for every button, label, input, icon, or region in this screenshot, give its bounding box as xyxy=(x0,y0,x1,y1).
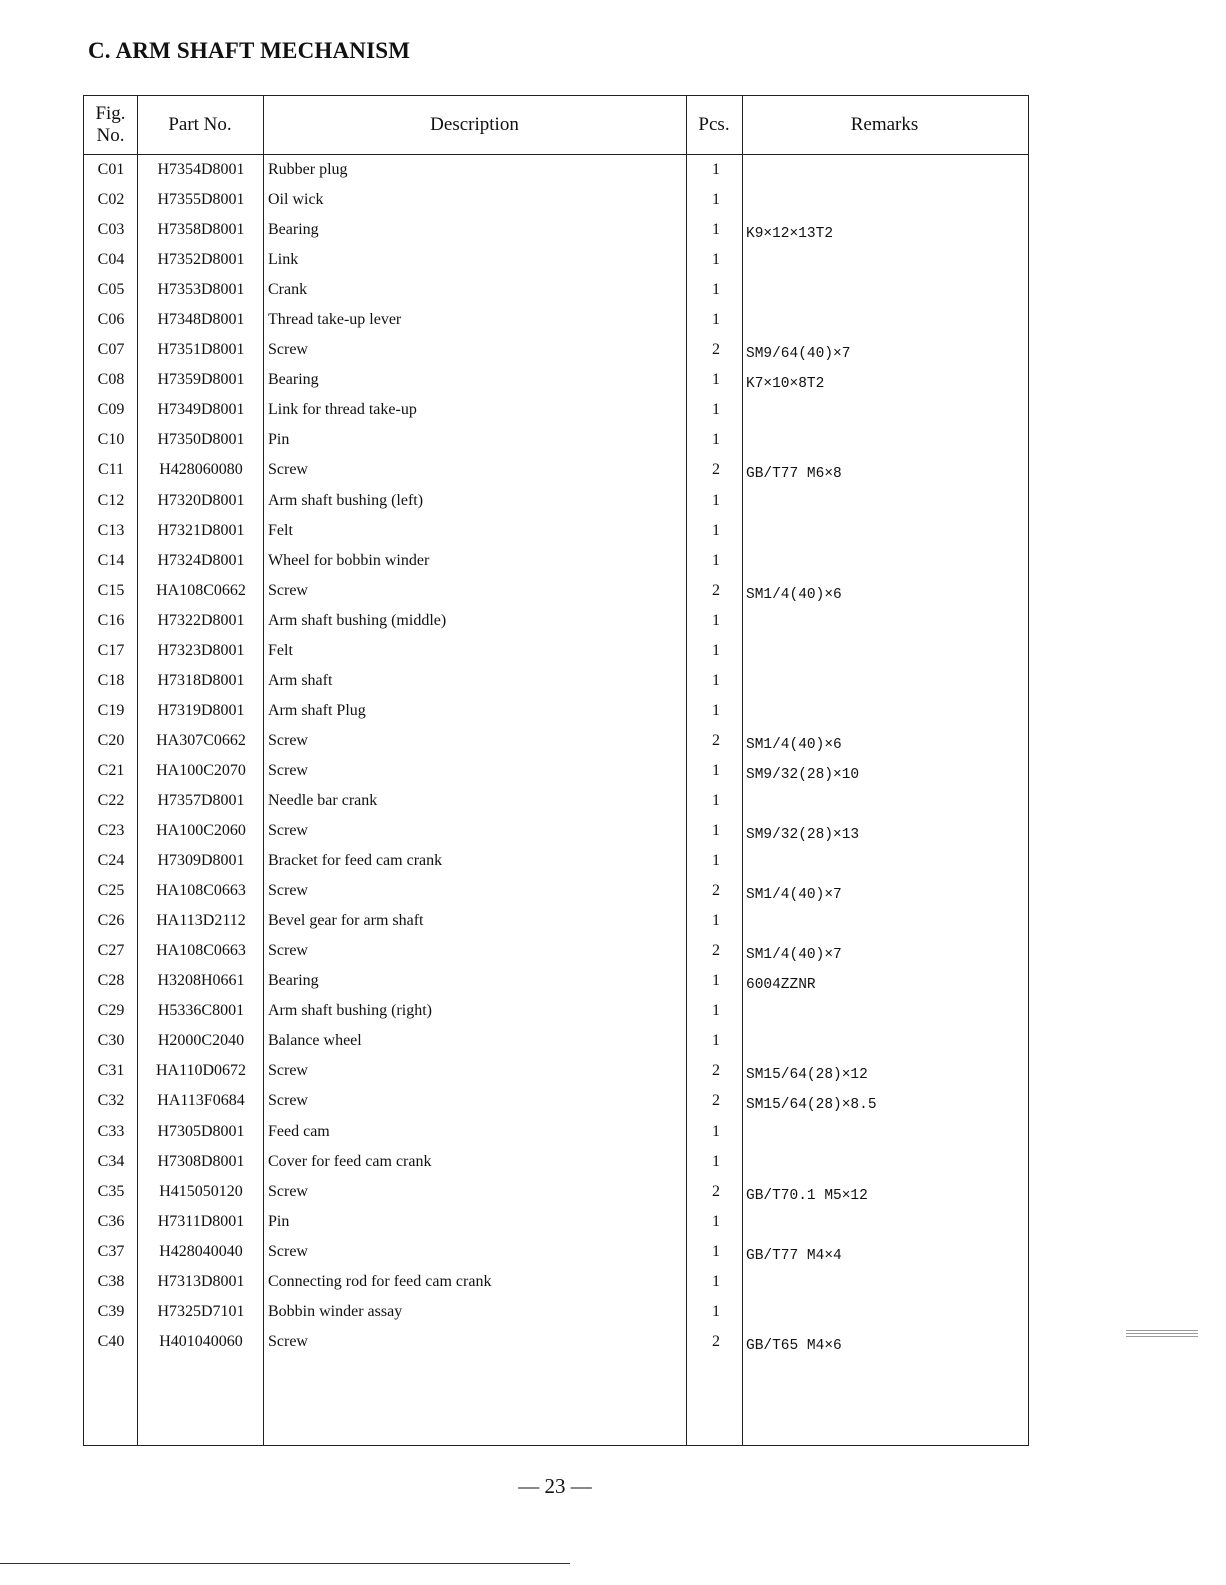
pcs-cell: 2 xyxy=(712,1062,720,1080)
fig-no-cell: C24 xyxy=(97,852,125,870)
page-number: — 23 — xyxy=(518,1474,592,1498)
description-cell: Screw xyxy=(268,581,308,599)
table-row xyxy=(84,487,1028,517)
remarks-cell: K7×10×8T2 xyxy=(746,376,825,393)
part-no-cell: HA307C0662 xyxy=(156,731,246,749)
description-cell: Arm shaft bushing (right) xyxy=(268,1002,432,1020)
fig-no-cell: C03 xyxy=(97,221,125,239)
pcs-cell: 1 xyxy=(712,431,720,449)
fig-no-cell: C13 xyxy=(97,521,125,539)
table-row xyxy=(84,1298,1028,1328)
description-cell: Rubber plug xyxy=(268,161,348,178)
pcs-cell: 2 xyxy=(712,461,720,479)
pcs-cell: 2 xyxy=(712,942,720,960)
description-cell: Screw xyxy=(268,942,308,960)
description-cell: Link xyxy=(268,251,299,269)
part-no-cell: HA108C0662 xyxy=(156,581,246,599)
fig-no-cell: C21 xyxy=(97,761,125,779)
description-cell: Balance wheel xyxy=(268,1032,362,1050)
pcs-cell: 1 xyxy=(712,1212,720,1230)
part-no-cell: H7324D8001 xyxy=(157,551,245,569)
table-row xyxy=(84,216,1028,246)
pcs-cell: 1 xyxy=(712,491,720,509)
fig-no-cell: C20 xyxy=(97,731,125,749)
table-row xyxy=(84,306,1028,336)
pcs-cell: 1 xyxy=(712,1272,720,1290)
part-no-cell: H5336C8001 xyxy=(157,1002,245,1020)
description-cell: Link for thread take-up xyxy=(268,401,417,419)
table-row xyxy=(84,1178,1028,1208)
part-no-cell: H428040040 xyxy=(159,1242,243,1260)
pcs-cell: 1 xyxy=(712,852,720,870)
pcs-cell: 1 xyxy=(712,251,720,269)
part-no-cell: H7308D8001 xyxy=(157,1152,245,1170)
description-cell: Screw xyxy=(268,731,308,749)
fig-no-cell: C04 xyxy=(97,251,125,269)
pcs-cell: 2 xyxy=(712,341,720,359)
part-no-cell: H7353D8001 xyxy=(157,281,245,299)
remarks-cell: GB/T77 M6×8 xyxy=(746,466,842,483)
pcs-cell: 2 xyxy=(712,1332,720,1350)
description-cell: Screw xyxy=(268,1242,308,1260)
table-row xyxy=(84,907,1028,937)
remarks-cell: SM9/32(28)×13 xyxy=(746,827,860,844)
fig-no-cell: C32 xyxy=(97,1092,125,1110)
description-cell: Screw xyxy=(268,461,308,479)
table-row xyxy=(84,396,1028,426)
fig-no-cell: C25 xyxy=(97,882,125,900)
part-no-cell: H7321D8001 xyxy=(157,521,245,539)
part-no-cell: H7313D8001 xyxy=(157,1272,245,1290)
fig-no-cell: C10 xyxy=(97,431,125,449)
fig-no-cell: C30 xyxy=(97,1032,125,1050)
pcs-cell: 1 xyxy=(712,191,720,209)
pcs-cell: 1 xyxy=(712,221,720,239)
description-cell: Screw xyxy=(268,822,308,840)
remarks-cell: SM15/64(28)×12 xyxy=(746,1067,868,1084)
pcs-cell: 1 xyxy=(712,551,720,569)
header-remarks: Remarks xyxy=(850,114,919,135)
fig-no-cell: C06 xyxy=(97,311,125,329)
part-no-cell: H7320D8001 xyxy=(157,491,245,509)
part-no-cell: H7351D8001 xyxy=(157,341,245,359)
description-cell: Screw xyxy=(268,1062,308,1080)
parts-table xyxy=(83,95,1029,1446)
description-cell: Arm shaft xyxy=(268,671,333,689)
part-no-cell: H428060080 xyxy=(159,461,243,479)
fig-no-cell: C19 xyxy=(97,701,125,719)
part-no-cell: H7322D8001 xyxy=(157,611,245,629)
pcs-cell: 1 xyxy=(712,371,720,389)
table-row xyxy=(84,426,1028,456)
fig-no-cell: C01 xyxy=(97,161,125,178)
table-row xyxy=(84,547,1028,577)
table-row xyxy=(84,336,1028,366)
table-row xyxy=(84,1027,1028,1057)
description-cell: Arm shaft bushing (middle) xyxy=(268,611,447,629)
part-no-cell: H7305D8001 xyxy=(157,1122,245,1140)
part-no-cell: H7311D8001 xyxy=(157,1212,245,1230)
remarks-cell: SM9/32(28)×10 xyxy=(746,766,860,783)
scan-artifact xyxy=(1126,1330,1198,1340)
description-cell: Screw xyxy=(268,761,308,779)
description-cell: Thread take-up lever xyxy=(268,311,402,329)
pcs-cell: 1 xyxy=(712,401,720,419)
description-cell: Pin xyxy=(268,1212,290,1230)
remarks-cell: GB/T77 M4×4 xyxy=(746,1247,842,1264)
pcs-cell: 2 xyxy=(712,581,720,599)
pcs-cell: 1 xyxy=(712,761,720,779)
description-cell: Bracket for feed cam crank xyxy=(268,852,443,870)
description-cell: Needle bar crank xyxy=(268,791,378,809)
part-no-cell: H7357D8001 xyxy=(157,791,245,809)
table-row xyxy=(84,667,1028,697)
table-row xyxy=(84,757,1028,787)
header-description: Description xyxy=(430,114,519,135)
description-cell: Pin xyxy=(268,431,290,449)
table-row xyxy=(84,967,1028,997)
part-no-cell: H401040060 xyxy=(159,1332,243,1350)
header-part-no: Part No. xyxy=(168,114,232,135)
header-fig-no: Fig. No. xyxy=(95,103,126,146)
part-no-cell: HA110D0672 xyxy=(155,1062,247,1080)
remarks-cell: SM9/64(40)×7 xyxy=(746,346,851,363)
fig-no-cell: C05 xyxy=(97,281,125,299)
part-no-cell: H7319D8001 xyxy=(157,701,245,719)
table-row xyxy=(84,637,1028,667)
fig-no-cell: C17 xyxy=(97,641,125,659)
table-row xyxy=(84,1208,1028,1238)
table-row xyxy=(84,727,1028,757)
header-pcs: Pcs. xyxy=(698,114,730,135)
description-cell: Screw xyxy=(268,1182,308,1200)
part-no-cell: H7348D8001 xyxy=(157,311,245,329)
description-cell: Oil wick xyxy=(268,191,324,209)
description-cell: Crank xyxy=(268,281,308,299)
part-no-cell: H7354D8001 xyxy=(157,161,245,178)
table-row xyxy=(84,1268,1028,1298)
part-no-cell: H7318D8001 xyxy=(157,671,245,689)
fig-no-cell: C31 xyxy=(97,1062,125,1080)
pcs-cell: 1 xyxy=(712,161,720,178)
part-no-cell: HA108C0663 xyxy=(156,942,246,960)
fig-no-cell: C18 xyxy=(97,671,125,689)
description-cell: Screw xyxy=(268,1332,308,1350)
fig-no-cell: C28 xyxy=(97,972,125,990)
page-title: C. ARM SHAFT MECHANISM xyxy=(88,38,411,63)
pcs-cell: 1 xyxy=(712,822,720,840)
description-cell: Felt xyxy=(268,641,293,659)
part-no-cell: HA100C2070 xyxy=(156,761,246,779)
table-row xyxy=(84,517,1028,547)
part-no-cell: HA108C0663 xyxy=(156,882,246,900)
remarks-cell: GB/T70.1 M5×12 xyxy=(746,1187,868,1204)
fig-no-cell: C33 xyxy=(97,1122,125,1140)
pcs-cell: 1 xyxy=(712,701,720,719)
pcs-cell: 1 xyxy=(712,1002,720,1020)
pcs-cell: 1 xyxy=(712,972,720,990)
pcs-cell: 1 xyxy=(712,641,720,659)
pcs-cell: 1 xyxy=(712,671,720,689)
fig-no-cell: C22 xyxy=(97,791,125,809)
pcs-cell: 2 xyxy=(712,731,720,749)
table-row xyxy=(84,156,1028,186)
description-cell: Bearing xyxy=(268,221,319,239)
table-row xyxy=(84,847,1028,877)
table-row xyxy=(84,186,1028,216)
table-row xyxy=(84,1148,1028,1178)
pcs-cell: 1 xyxy=(712,791,720,809)
table-row xyxy=(84,577,1028,607)
description-cell: Bearing xyxy=(268,972,319,990)
part-no-cell: H7352D8001 xyxy=(157,251,245,269)
description-cell: Wheel for bobbin winder xyxy=(268,551,430,569)
part-no-cell: H7309D8001 xyxy=(157,852,245,870)
scan-edge-line xyxy=(0,1563,570,1564)
remarks-cell: SM1/4(40)×6 xyxy=(746,586,842,603)
table-row xyxy=(84,1238,1028,1268)
fig-no-cell: C34 xyxy=(97,1152,125,1170)
remarks-cell: SM1/4(40)×7 xyxy=(746,947,842,964)
part-no-cell: H415050120 xyxy=(159,1182,243,1200)
fig-no-cell: C15 xyxy=(97,581,125,599)
part-no-cell: HA113F0684 xyxy=(157,1092,245,1110)
part-no-cell: HA100C2060 xyxy=(156,822,246,840)
remarks-cell: SM1/4(40)×7 xyxy=(746,887,842,904)
part-no-cell: H3208H0661 xyxy=(157,972,245,990)
table-row xyxy=(84,456,1028,486)
fig-no-cell: C39 xyxy=(97,1302,125,1320)
remarks-cell: 6004ZZNR xyxy=(746,977,816,994)
part-no-cell: H7359D8001 xyxy=(157,371,245,389)
part-no-cell: HA113D2112 xyxy=(156,912,246,930)
fig-no-cell: C12 xyxy=(97,491,125,509)
description-cell: Felt xyxy=(268,521,293,539)
description-cell: Bearing xyxy=(268,371,319,389)
part-no-cell: H7358D8001 xyxy=(157,221,245,239)
description-cell: Cover for feed cam crank xyxy=(268,1152,432,1170)
fig-no-cell: C40 xyxy=(97,1332,125,1350)
table-row xyxy=(84,366,1028,396)
pcs-cell: 2 xyxy=(712,1092,720,1110)
description-cell: Screw xyxy=(268,1092,308,1110)
table-row xyxy=(84,817,1028,847)
pcs-cell: 1 xyxy=(712,311,720,329)
fig-no-cell: C36 xyxy=(97,1212,125,1230)
header-divider xyxy=(84,154,1028,155)
table-row xyxy=(84,1328,1028,1358)
pcs-cell: 1 xyxy=(712,1032,720,1050)
pcs-cell: 1 xyxy=(712,521,720,539)
fig-no-cell: C23 xyxy=(97,822,125,840)
fig-no-cell: C26 xyxy=(97,912,125,930)
fig-no-cell: C08 xyxy=(97,371,125,389)
pcs-cell: 1 xyxy=(712,1302,720,1320)
fig-no-cell: C09 xyxy=(97,401,125,419)
remarks-cell: GB/T65 M4×6 xyxy=(746,1337,842,1354)
table-row xyxy=(84,937,1028,967)
table-row xyxy=(84,1118,1028,1148)
part-no-cell: H7325D7101 xyxy=(157,1302,245,1320)
fig-no-cell: C16 xyxy=(97,611,125,629)
fig-no-cell: C02 xyxy=(97,191,125,209)
description-cell: Screw xyxy=(268,341,308,359)
part-no-cell: H2000C2040 xyxy=(157,1032,245,1050)
table-row xyxy=(84,877,1028,907)
pcs-cell: 2 xyxy=(712,882,720,900)
pcs-cell: 1 xyxy=(712,281,720,299)
part-no-cell: H7355D8001 xyxy=(157,191,245,209)
remarks-cell: SM15/64(28)×8.5 xyxy=(746,1097,877,1114)
pcs-cell: 1 xyxy=(712,1152,720,1170)
fig-no-cell: C11 xyxy=(97,461,125,479)
table-row xyxy=(84,787,1028,817)
description-cell: Arm shaft bushing (left) xyxy=(268,491,424,509)
table-row xyxy=(84,697,1028,727)
description-cell: Bevel gear for arm shaft xyxy=(268,912,424,930)
part-no-cell: H7350D8001 xyxy=(157,431,245,449)
fig-no-cell: C29 xyxy=(97,1002,125,1020)
pcs-cell: 1 xyxy=(712,611,720,629)
description-cell: Arm shaft Plug xyxy=(268,701,366,719)
remarks-cell: K9×12×13T2 xyxy=(746,226,834,243)
pcs-cell: 1 xyxy=(712,1122,720,1140)
table-row xyxy=(84,246,1028,276)
remarks-cell: SM1/4(40)×6 xyxy=(746,736,842,753)
fig-no-cell: C38 xyxy=(97,1272,125,1290)
fig-no-cell: C07 xyxy=(97,341,125,359)
pcs-cell: 1 xyxy=(712,1242,720,1260)
table-row xyxy=(84,607,1028,637)
part-no-cell: H7349D8001 xyxy=(157,401,245,419)
fig-no-cell: C35 xyxy=(97,1182,125,1200)
table-row xyxy=(84,276,1028,306)
fig-no-cell: C37 xyxy=(97,1242,125,1260)
description-cell: Connecting rod for feed cam crank xyxy=(268,1272,492,1290)
pcs-cell: 2 xyxy=(712,1182,720,1200)
fig-no-cell: C27 xyxy=(97,942,125,960)
part-no-cell: H7323D8001 xyxy=(157,641,245,659)
table-row xyxy=(84,1087,1028,1117)
description-cell: Screw xyxy=(268,882,308,900)
table-row xyxy=(84,997,1028,1027)
fig-no-cell: C14 xyxy=(97,551,125,569)
table-body xyxy=(84,156,1028,1358)
description-cell: Feed cam xyxy=(268,1122,330,1140)
pcs-cell: 1 xyxy=(712,912,720,930)
description-cell: Bobbin winder assay xyxy=(268,1302,403,1320)
table-row xyxy=(84,1057,1028,1087)
